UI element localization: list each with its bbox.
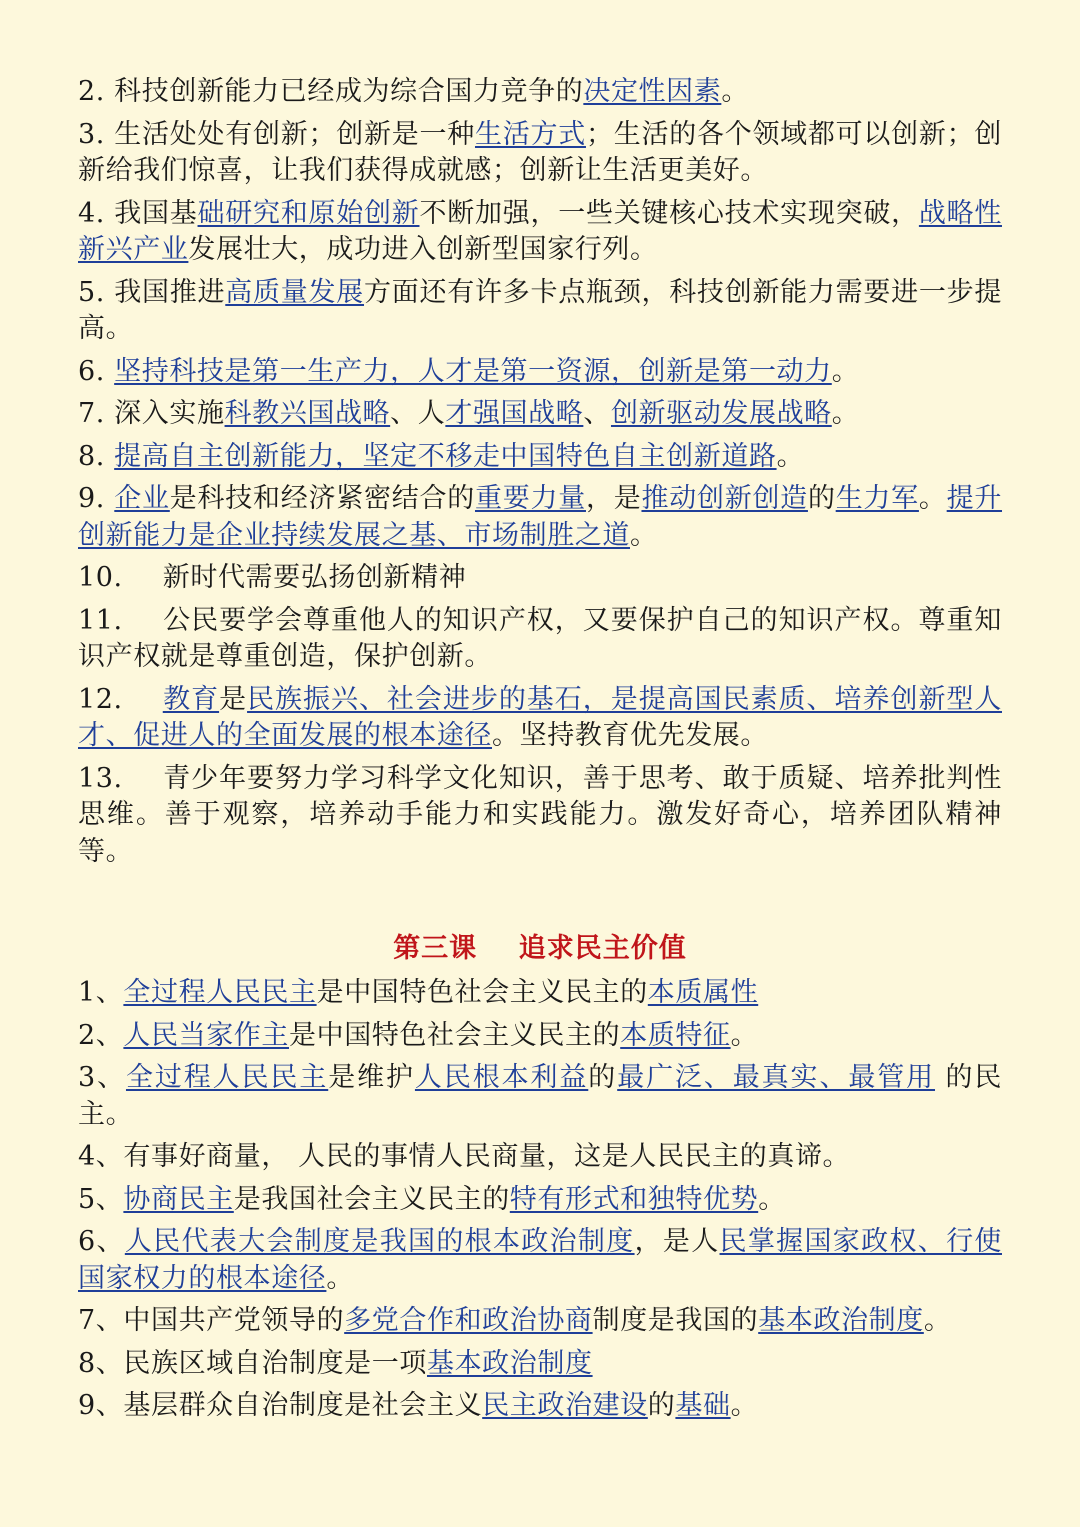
key-term: 高质量发展 [225,276,365,308]
key-term: 提高自主创新能力，坚定不移走中国特色自主创新道路 [114,440,777,472]
text-segment: 7、中国共产党领导的 [78,1305,345,1336]
knowledge-point [78,1182,1002,1219]
text-segment: ；生活的各个领域都可以创新；创新给我们惊喜，让我们获得成就感；创新让生活更美好。 [78,118,1002,186]
text-segment: 。 [730,1390,759,1421]
text-segment: 。 [326,1262,355,1294]
item-number: 10. [78,562,123,593]
key-term: 本质特征 [620,1019,731,1051]
text-segment: 。 [730,1019,759,1051]
text-segment: 是 [219,683,248,715]
text-segment: 是中国特色社会主义民主的 [289,1019,621,1051]
key-term: 基础 [675,1390,731,1421]
key-term: 才强国战略 [445,398,584,429]
key-term: 本质属性 [647,977,759,1008]
knowledge-point [78,196,1002,269]
key-term: 战略性新兴产业 [78,197,1002,265]
key-term: 协商民主 [123,1183,234,1215]
text-segment: 。 [918,483,947,514]
key-term: 民族振兴、社会进步的基石，是提高国民素质、培养创新型人才、促进人的全面发展的根本途径 [78,683,1002,751]
text-segment: 公民要学会尊重他人的知识产权，又要保护自己的知识产权。尊重知识产权就是尊重创造，保护创新。 [78,604,1002,672]
knowledge-point [78,1060,1002,1133]
text-segment: 5、 [78,1183,124,1215]
knowledge-point [78,396,1002,433]
lesson2-knowledge-points [78,74,1002,870]
text-segment: 。 [776,440,805,472]
text-segment: 6、 [78,1226,125,1257]
item-number: 12. [78,683,123,715]
text-segment: 是中国特色社会主义民主的 [316,977,648,1008]
key-term: 生力军 [835,483,919,514]
text-segment: 发展壮大，成功进入创新型国家行列。 [188,234,658,265]
knowledge-point [78,1018,1002,1055]
key-term: 最广泛、最真实、最管用 [617,1062,936,1093]
key-term: 人民根本利益 [414,1062,589,1093]
text-segment: 、人 [390,398,446,429]
key-term: 基本政治制度 [426,1347,593,1379]
text-segment: 2. 科技创新能力已经成为综合国力竞争的 [78,76,584,107]
knowledge-point [78,1388,1002,1425]
key-term: 基本政治制度 [758,1305,924,1336]
knowledge-point [78,560,1002,597]
text-segment: 7. 深入实施 [78,398,225,429]
text-segment: 。坚持教育优先发展。 [492,720,768,751]
text-segment: 。 [831,355,860,387]
text-segment: ，是人 [634,1226,720,1257]
key-term: 推动创新创造 [641,483,808,514]
text-segment: 4. 我国基 [78,197,198,229]
knowledge-point [78,481,1002,554]
key-term: 全过程人民民主 [125,1062,329,1093]
key-term: 多党合作和政治协商 [344,1305,593,1336]
text-segment: 4、有事好商量， 人民的事情人民商量，这是人民民主的真谛。 [78,1141,851,1172]
text-segment: 8、民族区域自治制度是一项 [78,1347,427,1379]
key-term: 创新驱动发展战略 [610,398,832,429]
knowledge-point [78,439,1002,476]
text-segment: 9. [78,483,115,514]
knowledge-point [78,603,1002,676]
text-segment: 6. [78,355,115,387]
key-term: 特有形式和独特优势 [509,1183,759,1215]
key-term: 全过程人民民主 [123,977,317,1008]
text-segment: ，是 [585,483,642,514]
key-term: 民掌握国家政权、行使国家权力的根本途径 [78,1226,1002,1294]
knowledge-point [78,117,1002,190]
item-number: 11. [78,604,123,636]
knowledge-point [78,74,1002,111]
knowledge-point [78,1139,1002,1176]
text-segment: 的 [647,1390,676,1421]
text-segment: 的 [807,483,836,514]
text-segment: 3. 生活处处有创新；创新是一种 [78,118,475,150]
text-segment: 5. 我国推进 [78,276,226,308]
text-segment: 1、 [78,977,124,1008]
knowledge-point [78,682,1002,755]
key-term: 础研究和原始创新 [197,197,420,229]
text-segment: 。 [923,1305,952,1336]
text-segment: 新时代需要弘扬创新精神 [162,562,467,593]
knowledge-point [78,761,1002,871]
key-term: 人民代表大会制度是我国的根本政治制度 [124,1226,635,1257]
key-term: 人民当家作主 [123,1019,289,1051]
knowledge-point [78,275,1002,348]
text-segment: 。 [630,519,658,551]
key-term: 生活方式 [474,118,586,150]
text-segment: 制度是我国的 [592,1305,759,1336]
key-term: 重要力量 [474,483,586,514]
lesson-title: 第三课 追求民主价值 [393,933,687,964]
text-segment: 的 [588,1062,618,1093]
text-segment: 是维护 [328,1062,415,1093]
key-term: 民主政治建设 [482,1390,648,1421]
text-segment: 9、基层群众自治制度是社会主义 [78,1390,483,1421]
text-segment: 是我国社会主义民主的 [233,1183,510,1215]
text-segment: 3、 [78,1062,126,1093]
knowledge-point [78,1224,1002,1297]
knowledge-point [78,1303,1002,1340]
knowledge-point [78,1346,1002,1383]
key-term: 决定性因素 [583,76,722,107]
key-term: 提升创新能力是企业持续发展之基、市场制胜之道 [78,483,1003,551]
text-segment: 是科技和经济紧密结合的 [169,483,475,514]
lesson3-knowledge-points [78,975,1002,1425]
text-segment: 青少年要努力学习科学文化知识，善于思考、敢于质疑、培养批判性思维。善于观察，培养动手能力和实践能力。激发好奇心，培养团队精神等。 [78,762,1002,867]
key-term: 企业 [114,483,170,514]
item-number: 13. [78,762,123,794]
key-term: 科教兴国战略 [224,398,391,429]
text-segment: 。 [831,398,860,429]
text-segment: 。 [758,1183,786,1215]
text-segment: 2、 [78,1019,124,1051]
text-segment: 的民主。 [78,1062,1002,1130]
knowledge-point [78,354,1002,391]
text-segment: 不断加强，一些关键核心技术实现突破， [419,197,919,229]
text-segment: 。 [721,76,749,107]
text-segment: 方面还有许多卡点瓶颈，科技创新能力需要进一步提高。 [78,276,1003,344]
knowledge-point [78,975,1002,1012]
key-term: 教育 [162,683,220,715]
text-segment: 、 [583,398,611,429]
key-term: 坚持科技是第一生产力，人才是第一资源，创新是第一动力 [114,355,832,387]
text-segment: 8. [78,440,115,472]
